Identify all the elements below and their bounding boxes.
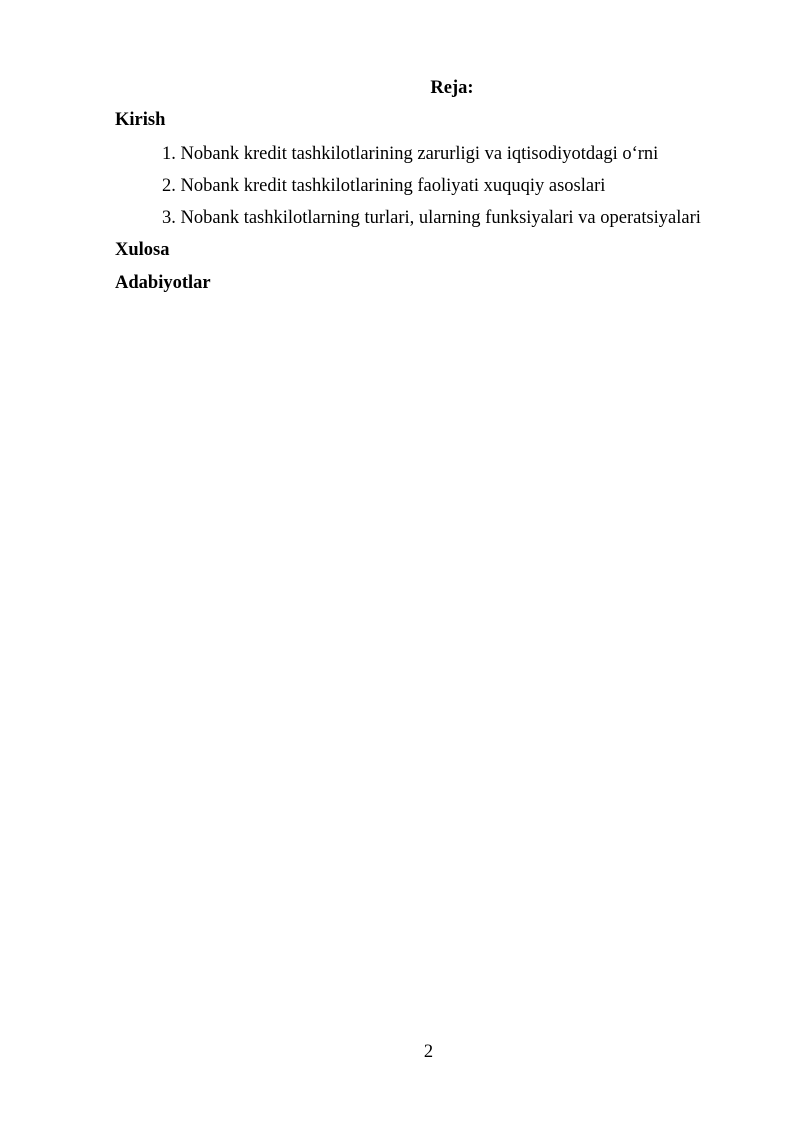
references-heading: Adabiyotlar: [115, 273, 211, 293]
plan-title: Reja:: [430, 78, 474, 98]
intro-heading: Kirish: [115, 110, 166, 130]
plan-item-3: 3. Nobank tashkilotlarning turlari, ularning funksiyalari va operatsiyalari: [162, 208, 701, 228]
plan-item-2: 2. Nobank kredit tashkilotlarining faoliyati xuquqiy asoslari: [162, 176, 606, 196]
conclusion-heading: Xulosa: [115, 240, 170, 260]
plan-item-1: 1. Nobank kredit tashkilotlarining zarurligi va iqtisodiyotdagi o‘rni: [162, 144, 659, 164]
page-number: 2: [423, 1042, 434, 1062]
